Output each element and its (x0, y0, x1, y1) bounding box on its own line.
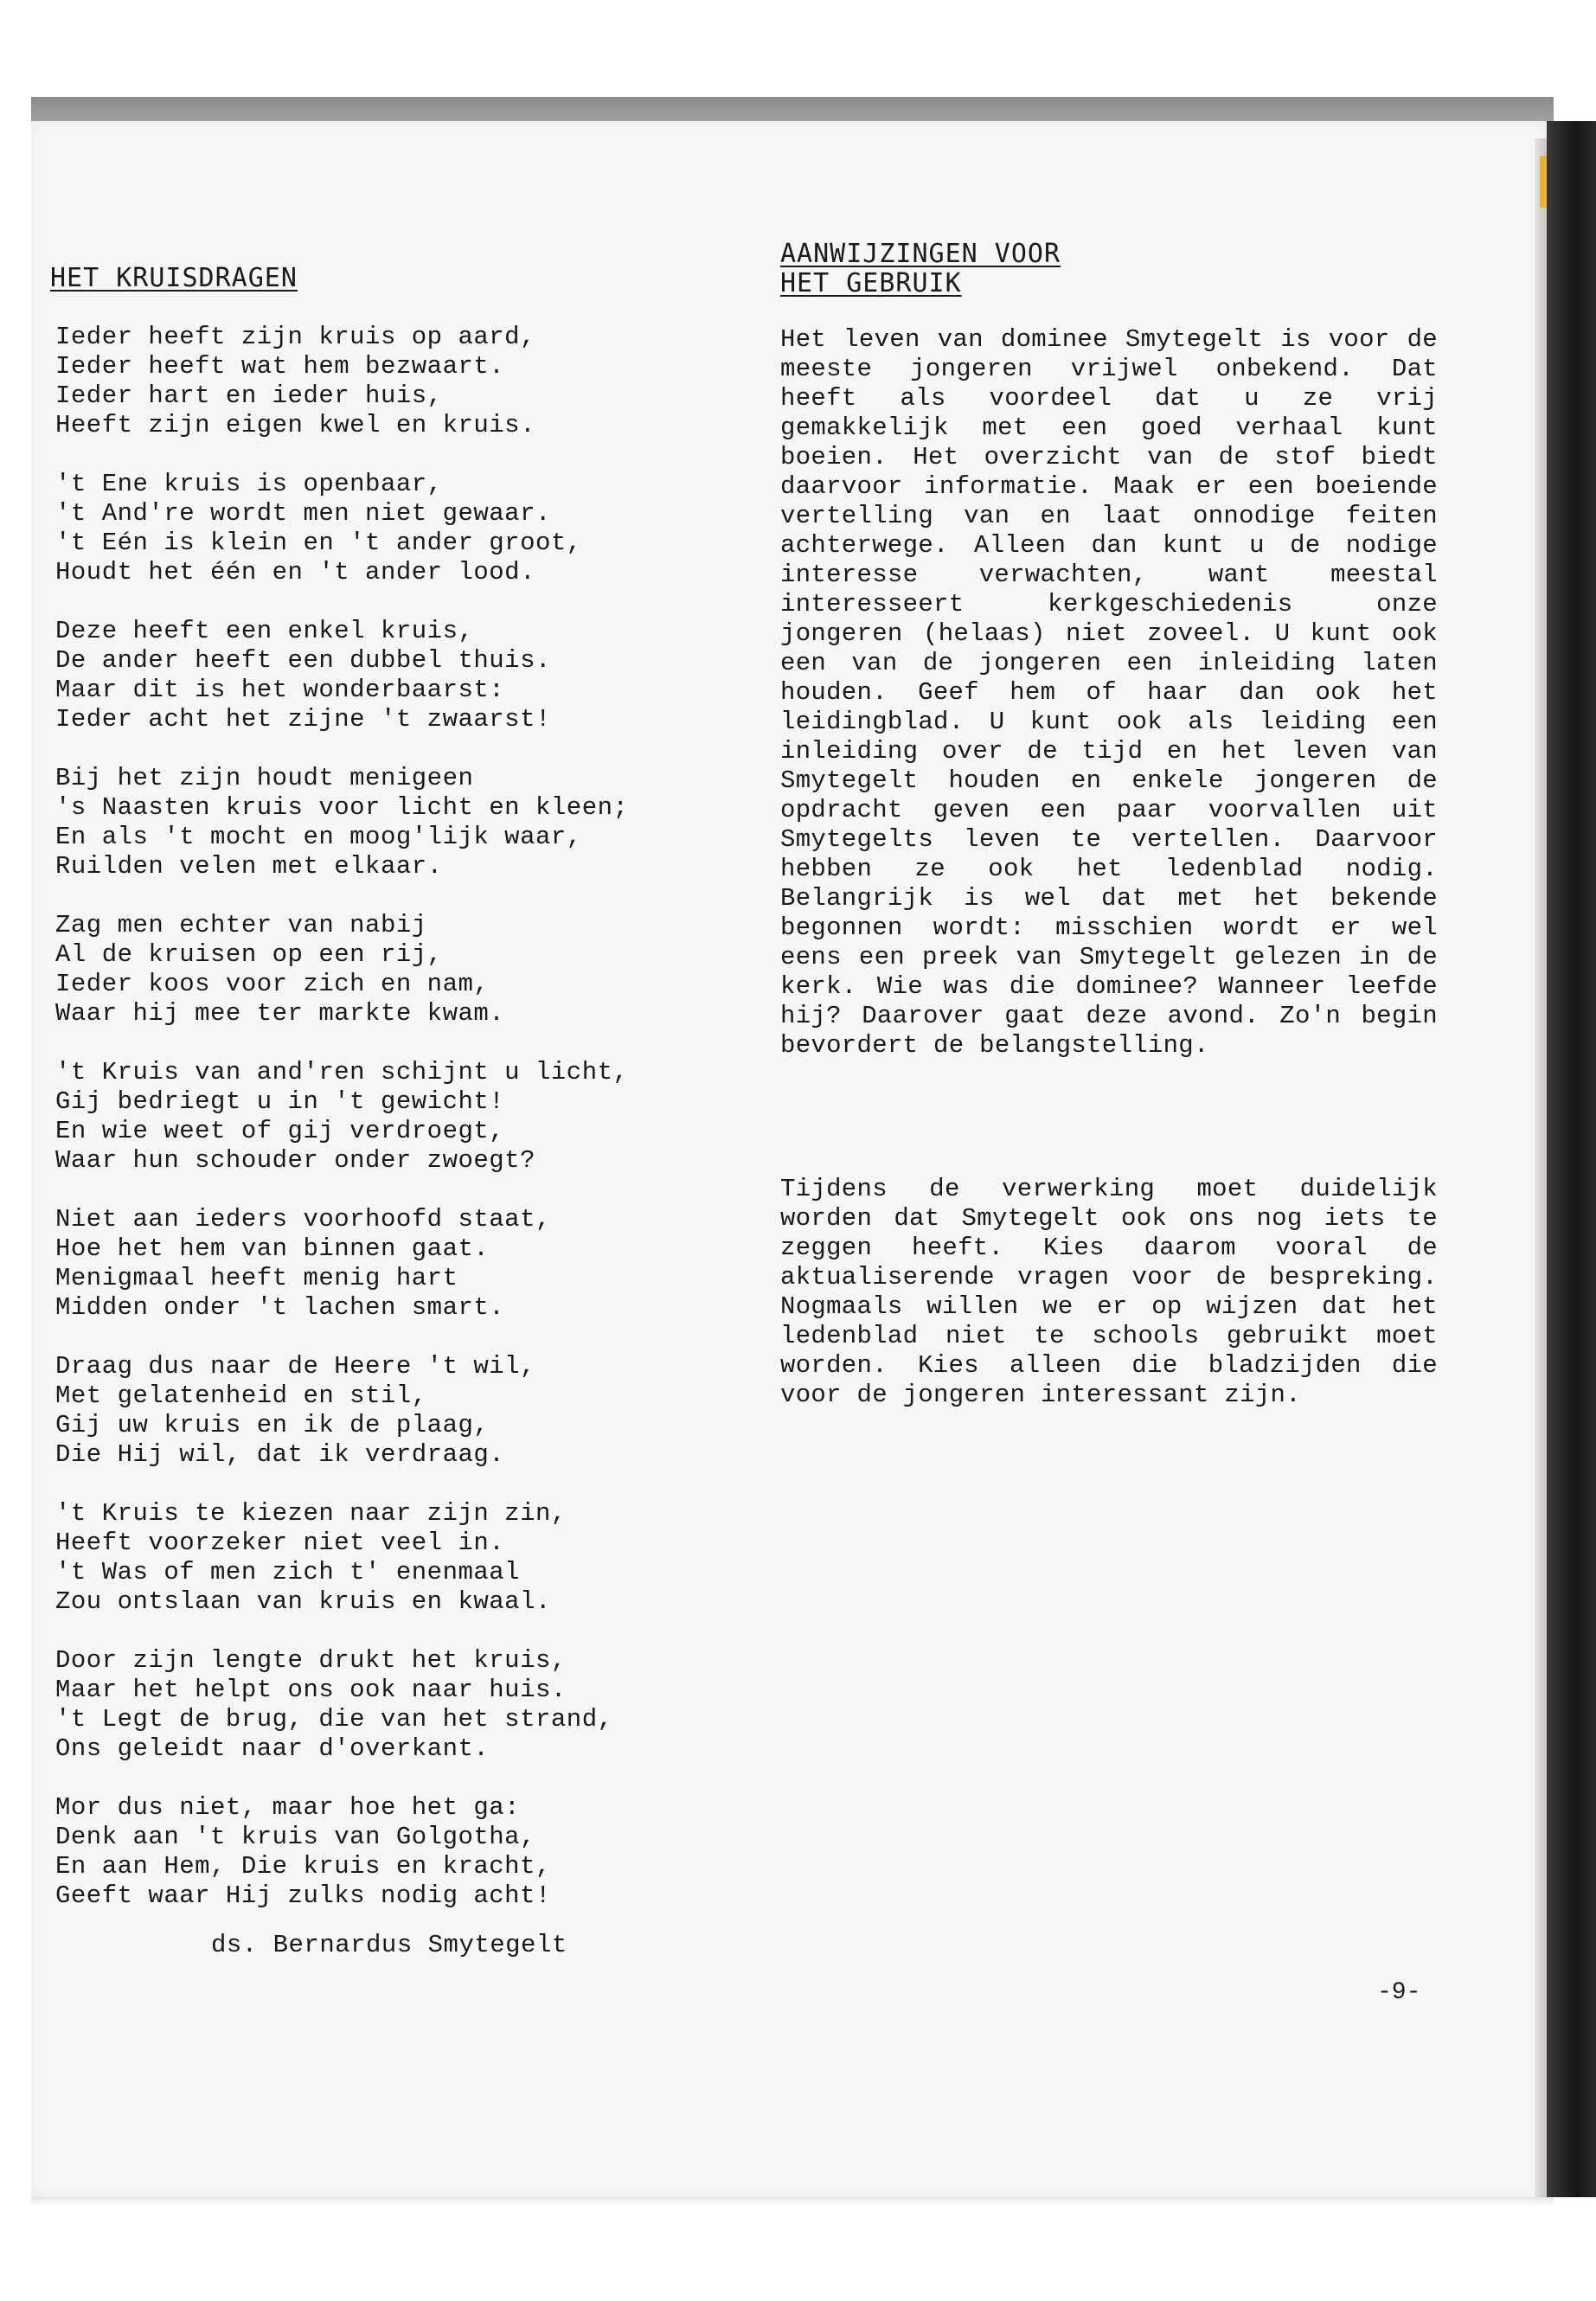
poem-line: Ieder hart en ieder huis, (55, 381, 443, 410)
poem-line: Ieder acht het zijne 't zwaarst! (55, 705, 551, 734)
poem-stanza (55, 617, 747, 734)
poem-line: Door zijn lengte drukt het kruis, (55, 1646, 567, 1675)
poem-line: 't Ene kruis is openbaar, (55, 470, 443, 498)
poem-line: Met gelatenheid en stil, (55, 1381, 427, 1410)
poem-line: Gij bedriegt u in 't gewicht! (55, 1087, 505, 1116)
poem-line: Die Hij wil, dat ik verdraag. (55, 1440, 505, 1469)
poem-line: 't Was of men zich t' enenmaal (55, 1558, 521, 1586)
poem-line: Midden onder 't lachen smart. (55, 1293, 505, 1322)
poem-line: Ieder heeft wat hem bezwaart. (55, 352, 505, 381)
poem-line: Menigmaal heeft menig hart (55, 1264, 458, 1292)
poem-line: Maar dit is het wonderbaarst: (55, 676, 505, 704)
page-number: -9- (1377, 1979, 1421, 2006)
poem-line: Geeft waar Hij zulks nodig acht! (55, 1881, 551, 1910)
poem-line: Houdt het één en 't ander lood. (55, 558, 535, 586)
poem-stanza (55, 1352, 747, 1470)
instructions-paragraph-2: Tijdens de verwerking moet duidelijk worden dat Smytegelt ook ons nog iets te zeggen heeft. Kies daarom vooral de aktualiserende vragen voor de bespreking. Nogmaals willen we er op wijzen dat het ledenblad niet te schools gebruikt moet worden. Kies alleen die bladzijden die voor de jongeren interessant zijn. (780, 1175, 1438, 1409)
page-edge (1535, 138, 1547, 2197)
poem-line: Waar hij mee ter markte kwam. (55, 999, 505, 1028)
poem-line: Ieder heeft zijn kruis op aard, (55, 323, 535, 351)
poem-stanza (55, 911, 747, 1029)
poem-line: De ander heeft een dubbel thuis. (55, 646, 551, 675)
poem-line: Draag dus naar de Heere 't wil, (55, 1352, 535, 1381)
poem-line: Heeft zijn eigen kwel en kruis. (55, 411, 535, 439)
instructions-heading-line2: HET GEBRUIK (780, 268, 962, 298)
poem-line: Denk aan 't kruis van Golgotha, (55, 1823, 535, 1851)
poem-stanza (55, 323, 747, 440)
poem-line: Gij uw kruis en ik de plaag, (55, 1411, 490, 1439)
poem-line: Al de kruisen op een rij, (55, 940, 443, 969)
poem-line: En wie weet of gij verdroegt, (55, 1117, 505, 1145)
poem-line: Waar hun schouder onder zwoegt? (55, 1146, 535, 1175)
page-shadow (31, 2197, 1554, 2206)
poem-line: Maar het helpt ons ook naar huis. (55, 1676, 567, 1704)
poem-stanza (55, 764, 747, 881)
poem-line: 't Kruis te kiezen naar zijn zin, (55, 1499, 567, 1528)
poem-line: 't And're wordt men niet gewaar. (55, 499, 551, 528)
poem-line: Hoe het hem van binnen gaat. (55, 1234, 490, 1263)
binder-tab (1540, 156, 1547, 208)
poem-line: Niet aan ieders voorhoofd staat, (55, 1205, 551, 1234)
poem-stanza (55, 1646, 747, 1764)
poem-line: Ruilden velen met elkaar. (55, 852, 443, 881)
poem-stanza (55, 1205, 747, 1323)
poem-stanza (55, 1793, 747, 1911)
poem-line: Zou ontslaan van kruis en kwaal. (55, 1587, 551, 1616)
poem-line: Ons geleidt naar d'overkant. (55, 1734, 490, 1763)
poem-line: 't Kruis van and'ren schijnt u licht, (55, 1058, 629, 1086)
binder-spine (1547, 121, 1596, 2197)
instructions-heading-line1: AANWIJZINGEN VOOR (780, 239, 1061, 269)
poem-line: Zag men echter van nabij (55, 911, 427, 939)
poem-line: En aan Hem, Die kruis en kracht, (55, 1852, 551, 1881)
poem-heading: HET KRUISDRAGEN (50, 263, 298, 293)
poem-stanza (55, 470, 747, 587)
poem-line: Bij het zijn houdt menigeen (55, 764, 474, 792)
poem-stanza (55, 1058, 747, 1176)
poem-line: Mor dus niet, maar hoe het ga: (55, 1793, 521, 1822)
poem-line: 't Legt de brug, die van het strand, (55, 1705, 613, 1734)
poem-stanza (55, 1499, 747, 1617)
poem-line: 't Eén is klein en 't ander groot, (55, 529, 582, 557)
poem-line: 's Naasten kruis voor licht en kleen; (55, 793, 629, 822)
poem-line: Deze heeft een enkel kruis, (55, 617, 474, 645)
poem-signature: ds. Bernardus Smytegelt (211, 1931, 567, 1959)
instructions-paragraph-1: Het leven van dominee Smytegelt is voor de meeste jongeren vrijwel onbekend. Dat heeft als voordeel dat u ze vrij gemakkelijk met een goed verhaal kunt boeien. Het overzicht van de stof biedt daarvoor informatie. Maak er een boeiende vertelling van en laat onnodige feiten achterwege. Alleen dan kunt u de nodige interesse verwachten, want meestal interesseert kerkgeschiedenis onze jongeren (helaas) niet zoveel. U kunt ook een van de jongeren een inleiding laten houden. Geef hem of haar dan ook het leidingblad. U kunt ook als leiding een inleiding over de tijd en het leven van Smytegelt houden en enkele jongeren de opdracht geven een paar voorvallen uit Smytegelts leven te vertellen. Daarvoor hebben ze ook het ledenblad nodig. Belangrijk is wel dat met het bekende begonnen wordt: misschien wordt er wel eens een preek van Smytegelt gelezen in de kerk. Wie was die dominee? Wanneer leefde hij? Daarover gaat deze avond. Zo'n begin bevordert de belangstelling. (780, 325, 1438, 1060)
poem-line: Heeft voorzeker niet veel in. (55, 1529, 505, 1557)
poem-line: Ieder koos voor zich en nam, (55, 970, 490, 998)
poem-line: En als 't mocht en moog'lijk waar, (55, 823, 582, 851)
poem (55, 323, 747, 1940)
